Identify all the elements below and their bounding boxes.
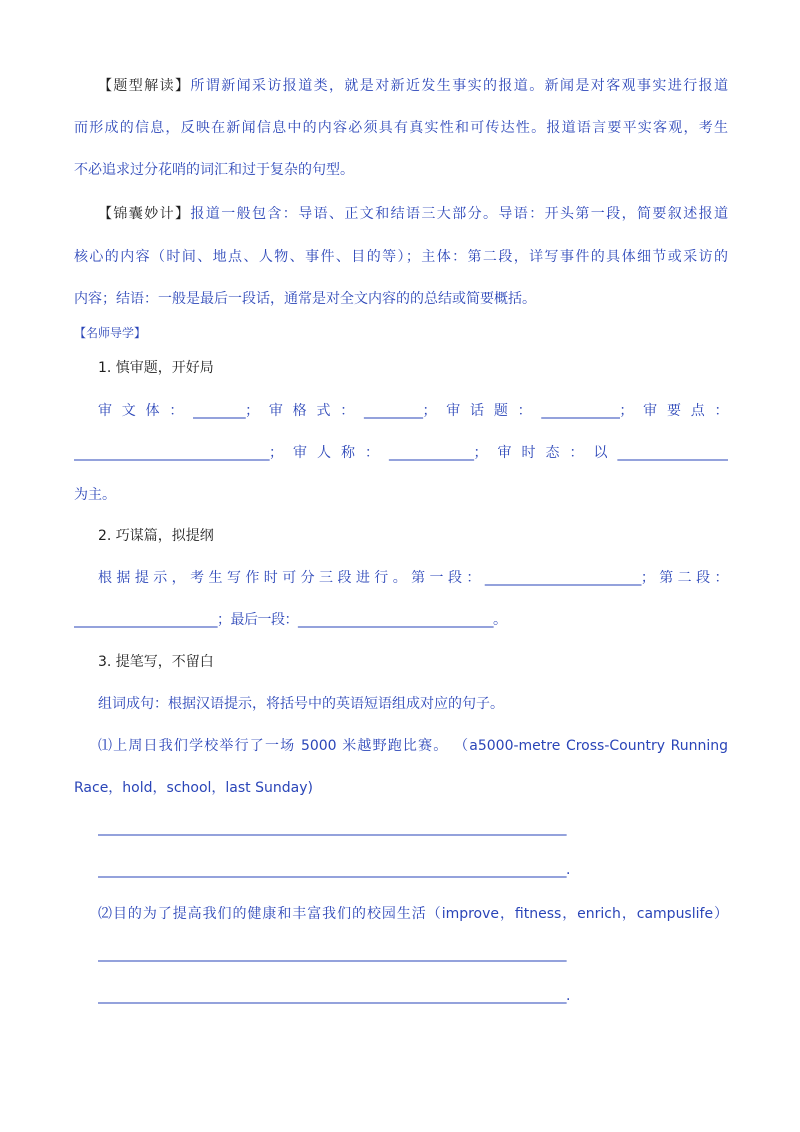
q2-prompt-1: ⑵目的为了提高我们的健康和丰富我们的校园生活（improve，fitness，enrich，campuslife） xyxy=(98,906,728,922)
q1-prompt-2: Race，hold，school，last Sunday) xyxy=(74,780,313,796)
step2-line-1: 根据提示，考生写作时可分三段进行。第一段：________________________；第二段： xyxy=(98,570,728,586)
tips-line-1 xyxy=(98,203,728,223)
q1-answer-line-2[interactable]: ________________________________________________________________________. xyxy=(98,862,570,878)
q2-answer-line-2[interactable]: ________________________________________________________________________. xyxy=(98,988,570,1004)
intro-text-1: 所谓新闻采访报道类，就是对新近发生事实的报道。新闻是对客观事实进行报道 xyxy=(190,78,728,94)
tips-text-3: 内容；结语：一般是最后一段话，通常是对全文内容的的总结或简要概括。 xyxy=(74,291,536,307)
step3-instruction: 组词成句：根据汉语提示，将括号中的英语短语组成对应的句子。 xyxy=(98,696,504,712)
guide-label: 【名师导学】 xyxy=(74,326,147,340)
step1-line-3: 为主。 xyxy=(74,487,116,503)
step2-line-2: ______________________；最后一段：______________________________。 xyxy=(74,612,507,628)
step2-title: 2. 巧谋篇，拟提纲 xyxy=(98,528,214,544)
q1-answer-line-1[interactable]: ________________________________________________________________________ xyxy=(98,820,566,836)
intro-text-2: 而形成的信息，反映在新闻信息中的内容必须具有真实性和可传达性。报道语言要平实客观，考生 xyxy=(74,120,728,136)
step1-line-1: 审文体：________；审格式：_________；审话题：____________；审要点： xyxy=(98,403,728,419)
intro-line-1 xyxy=(98,75,728,95)
tips-label: 【锦囊妙计】 xyxy=(98,206,191,222)
intro-label: 【题型解读】 xyxy=(98,78,191,94)
tips-text-1: 报道一般包含：导语、正文和结语三大部分。导语：开头第一段，简要叙述报道 xyxy=(190,206,728,222)
step1-line-2: ______________________________；审人称：_____________；审时态：以_________________ xyxy=(74,445,728,461)
intro-text-3: 不必追求过分花哨的词汇和过于复杂的句型。 xyxy=(74,162,354,178)
step3-title: 3. 提笔写，不留白 xyxy=(98,654,214,670)
q1-prompt-1: ⑴上周日我们学校举行了一场 5000 米越野跑比赛。 （a5000-metre Cross-Country Running xyxy=(98,738,728,754)
q2-answer-line-1[interactable]: ________________________________________________________________________ xyxy=(98,946,566,962)
tips-text-2: 核心的内容（时间、地点、人物、事件、目的等）；主体：第二段，详写事件的具体细节或采访的 xyxy=(74,249,728,265)
step1-title: 1. 慎审题，开好局 xyxy=(98,360,214,376)
